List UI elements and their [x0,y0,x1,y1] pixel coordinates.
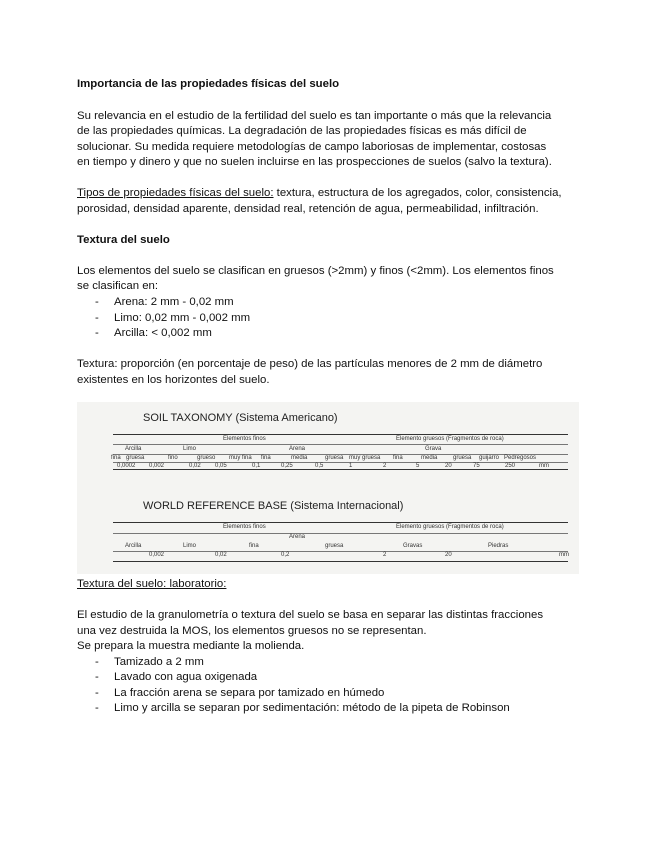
limit-value: 0,02 [189,463,201,469]
gruesos-label: Elemento gruesos (Fragmentos de roca) [396,436,504,442]
class-label: Limo [183,543,197,549]
limit-value: 1 [349,463,353,469]
limit-value: 0,25 [281,463,293,469]
limit-value: 20 [445,552,452,558]
limit-value: 75 [473,463,480,469]
granulometria-line: El estudio de la granulometría o textura del suelo se basa en separar las distintas fracciones [77,609,544,621]
limit-value: 5 [416,463,420,469]
finos-label: Elementos finos [223,524,266,530]
subclass-label: media [291,455,308,461]
list-item-text: Lavado con agua oxigenada [114,671,258,683]
heading-textura: Textura del suelo [77,234,170,246]
limit-value: 0,02 [215,552,227,558]
limit-value: mm [539,463,549,469]
tipos-line: porosidad, densidad aparente, densidad real, retención de agua, permeabilidad, infiltración. [77,203,539,215]
limit-value: 2 [383,552,387,558]
bullet-dash: - [95,702,99,714]
table-rule [113,533,568,534]
limit-value: 0,5 [315,463,324,469]
subclass-label: gruesa [126,455,145,461]
subclass-label: gruesa [453,455,472,461]
table-rule [113,551,568,552]
tipos-list-start: textura, estructura de los agregados, color, consistencia, [273,187,562,199]
tipos-label: Tipos de propiedades físicas del suelo: [77,187,274,199]
soil-taxonomy-table [113,434,568,470]
grava-label: Grava [425,446,442,452]
relevancia-line: solucionar. Su medida requiere metodologías de campo laboriosas de implementar, costosas [77,141,547,153]
granulometria-line: una vez destruida la MOS, los elementos gruesos no se representan. [77,625,427,637]
limo-label: Limo [183,446,197,452]
arcilla-label: Arcilla [125,446,142,452]
subclass-label: fina [393,455,403,461]
class-label: Piedras [488,543,509,549]
subclass-label: media [421,455,438,461]
subclass-label: grueso [197,455,216,461]
class-label: Arcilla [125,543,142,549]
list-item-text: Arena: 2 mm - 0,02 mm [114,296,234,308]
limit-value: 0,002 [149,552,165,558]
table-rule [113,444,568,445]
list-item-text: Tamizado a 2 mm [114,656,204,668]
class-label: Gravas [403,543,423,549]
limit-value: 0,0002 [117,463,136,469]
elementos-line: se clasifican en: [77,280,159,292]
definicion-line: Textura: proporción (en porcentaje de peso) de las partículas menores de 2 mm de diámetro [77,358,543,370]
bullet-dash: - [95,671,99,683]
soil-taxonomy-title: SOIL TAXONOMY (Sistema Americano) [143,412,338,424]
subclass-label: fino [168,455,178,461]
relevancia-line: en tiempo y dinero y que no suelen incluirse en las prospecciones de suelos (salvo la textura). [77,156,552,168]
subclass-label: fina [261,455,271,461]
subclass-label: muy gruesa [349,455,381,461]
texture-classification-figure [77,402,579,574]
relevancia-line: Su relevancia en el estudio de la fertilidad del suelo es tan importante o más que la relevancia [77,110,552,122]
limit-value: 250 [505,463,516,469]
list-item-text: Arcilla: < 0,002 mm [114,327,212,339]
subclass-label: fina [111,455,121,461]
subclass-label: gruesa [325,455,344,461]
list-item-text: La fracción arena se separa por tamizado en húmedo [114,687,385,699]
subclass-label: Pedregosos [504,455,537,461]
limit-value: 2 [383,463,387,469]
wrb-title: WORLD REFERENCE BASE (Sistema Internacional) [143,500,404,512]
granulometria-line: Se prepara la muestra mediante la molienda. [77,640,305,652]
bullet-dash: - [95,687,99,699]
bullet-dash: - [95,327,99,339]
subclass-label: guijarro [479,455,500,461]
limit-value: 0,002 [149,463,165,469]
wrb-table [113,522,568,562]
limit-value: 0,2 [281,552,290,558]
heading-importancia: Importancia de las propiedades físicas del suelo [77,78,340,90]
table-rule [113,462,568,463]
definicion-line: existentes en los horizontes del suelo. [77,374,270,386]
limit-value: 0,1 [252,463,261,469]
list-item-text: Limo y arcilla se separan por sedimentación: método de la pipeta de Robinson [114,702,510,714]
class-label: gruesa [325,543,344,549]
bullet-dash: - [95,296,99,308]
arena-label: Arena [289,534,306,540]
elementos-line: Los elementos del suelo se clasifican en gruesos (>2mm) y finos (<2mm). Los elementos finos [77,265,554,277]
limit-value: 0,05 [215,463,227,469]
class-label: fina [249,543,259,549]
finos-label: Elementos finos [223,436,266,442]
list-item-text: Limo: 0,02 mm - 0,002 mm [114,312,251,324]
gruesos-label: Elemento gruesos (Fragmentos de roca) [396,524,504,530]
lab-heading: Textura del suelo: laboratorio: [77,578,227,590]
tipos-line [77,186,597,202]
subclass-label: muy fina [229,455,252,461]
relevancia-line: de las propiedades químicas. La degradación de las propiedades físicas es más difícil de [77,125,527,137]
arena-label: Arena [289,446,306,452]
limit-value: 20 [445,463,452,469]
bullet-dash: - [95,656,99,668]
bullet-dash: - [95,312,99,324]
limit-value: mm [559,552,569,558]
